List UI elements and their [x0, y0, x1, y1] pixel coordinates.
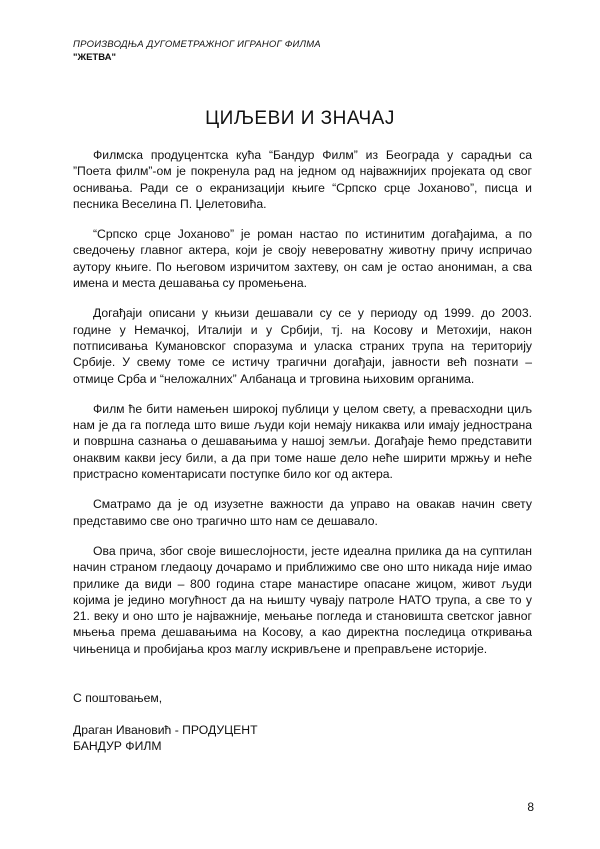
- page-number: 8: [527, 800, 534, 814]
- signature-name: Драган Ивановић - ПРОДУЦЕНТ: [73, 723, 258, 737]
- paragraph-5: Сматрамо да је од изузетне важности да управо на овакав начин свету представимо све оно трагично што нам се дешавало.: [73, 497, 532, 528]
- paragraph-1: Филмска продуцентска кућа “Бандур Филм” из Београда у сарадњи са ”Поета филм”-ом је покренула рад на једном од најважнијих пројеката од свог оснивања. Ради се о екранизацији књиге “Српско срце Јохaново”, писца и песника Веселина П. Џелетовића.: [73, 148, 532, 211]
- body-text: [73, 147, 532, 671]
- signature-company: БАНДУР ФИЛМ: [73, 739, 162, 753]
- paragraph-2: “Српско срце Јохaново” је роман настао по истинитим догађајима, а по сведочењу главног актера, који је своју невероватну животну причу испричао аутору књиге. По његовом изричитом захтеву, он сам је остао анониман, а сва имена и места дешавања су промењена.: [73, 227, 532, 291]
- closing-salutation: С поштовањем,: [73, 691, 163, 705]
- signature-block: [73, 722, 258, 754]
- paragraph-4: Филм ће бити намењен широкој публици у целом свету, а превасходни циљ нам је да га погледа што више људи који немају никаква или имају једнострана и површна сазнања о дешавањима у нашој земљи. Догађаје ћемо представити онаквим какви јесу били, а да при томе наше дело неће ширити мржњу и неће пристрасно коментарисати поступке било ког од актера.: [73, 401, 532, 482]
- page-title: ЦИЉЕВИ И ЗНАЧАЈ: [205, 108, 395, 129]
- film-title: "ЖЕТВА": [73, 52, 116, 63]
- paragraph-3: Догађаји описани у књизи дешавали су се у периоду од 1999. до 2003. године у Немачкој, Италији и у Србији, тј. на Косову и Метохији, након потписивања Кумановског споразума и уласка страних трупа на територију Србије. У свему томе се истичу трагични догађаји, јавности већ познати – отмице Срба и “неложалних” Албанаца и трговина њиховим органима.: [73, 306, 532, 386]
- paragraph-6: Ова прича, због своје вишеслојности, јесте идеална прилика да на суптилан начин страном гледаоцу дочарамо и приближимо све оно што никада није имао прилике да види – 800 година старе манастире опасане жицом, живот људи којима је једино могућност да на њишту чувају патроле НАТО трупа, а све то у 21. веку и оно што је најважније, мењање погледа и становишта светског јавног мњења према дешавањима на Косову, а као директна последица откривања чињеница и пробијања кроз маглу искривљене и преправљене историје.: [73, 543, 532, 656]
- document-header: [73, 38, 321, 64]
- production-title: ПРОИЗВОДЊА ДУГОМЕТРАЖНОГ ИГРАНОГ ФИЛМА: [73, 39, 321, 50]
